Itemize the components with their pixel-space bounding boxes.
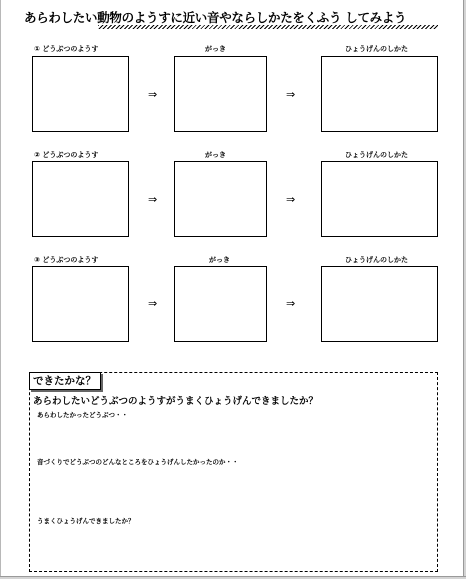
row-2-expression-box[interactable] bbox=[321, 161, 438, 237]
row-1-arrow-1: ⇒ bbox=[148, 88, 158, 101]
review-prompt-animal: あらわしたかったどうぶつ・・ bbox=[37, 411, 128, 419]
row-3-animal-text: どうぶつのようす bbox=[42, 256, 99, 264]
row-2-instrument-label: がっき bbox=[205, 151, 226, 159]
row-3-arrow-1: ⇒ bbox=[148, 297, 158, 310]
row-3-expression-box[interactable] bbox=[321, 266, 438, 342]
page-frame-left bbox=[0, 0, 1, 579]
worksheet-title: あらわしたい動物のようすに近い音やならしかたをくふう してみよう bbox=[24, 10, 407, 25]
row-3-animal-label bbox=[34, 255, 98, 265]
row-1-expression-label: ひょうげんのしかた bbox=[345, 45, 408, 53]
row-3-animal-box[interactable] bbox=[32, 266, 129, 342]
row-1-number: ① bbox=[34, 45, 40, 53]
review-tab-label: できたかな？ bbox=[29, 372, 101, 390]
row-1-arrow-2: ⇒ bbox=[286, 88, 296, 101]
row-2-instrument-box[interactable] bbox=[174, 161, 267, 237]
title-underline bbox=[98, 25, 438, 29]
row-3-expression-label: ひょうげんのしかた bbox=[345, 256, 408, 264]
row-2-animal-text: どうぶつのようす bbox=[42, 151, 99, 159]
row-2-expression-label: ひょうげんのしかた bbox=[345, 151, 408, 159]
row-1-instrument-box[interactable] bbox=[174, 56, 267, 132]
row-2-arrow-2: ⇒ bbox=[286, 193, 296, 206]
row-3-number: ③ bbox=[34, 256, 40, 264]
row-2-animal-box[interactable] bbox=[32, 161, 129, 237]
row-1-instrument-label: がっき bbox=[205, 45, 226, 53]
row-1-expression-box[interactable] bbox=[321, 56, 438, 132]
row-2-number: ② bbox=[34, 151, 40, 159]
row-3-arrow-2: ⇒ bbox=[286, 297, 296, 310]
row-1-animal-box[interactable] bbox=[32, 56, 129, 132]
review-question: あらわしたいどうぶつのようすがうまくひょうげんできましたか？ bbox=[33, 396, 319, 407]
review-prompt-self-assessment: うまくひょうげんできましたか？ bbox=[37, 517, 135, 525]
review-prompt-sound-making: 音づくりでどうぶつのどんなところをひょうげんしたかったのか・・ bbox=[37, 458, 239, 466]
row-3-instrument-label: がっき bbox=[209, 256, 230, 264]
row-1-animal-label bbox=[34, 44, 98, 54]
row-1-animal-text: どうぶつのようす bbox=[42, 45, 99, 53]
row-3-instrument-box[interactable] bbox=[174, 266, 267, 342]
row-2-arrow-1: ⇒ bbox=[148, 193, 158, 206]
row-2-animal-label bbox=[34, 150, 98, 160]
